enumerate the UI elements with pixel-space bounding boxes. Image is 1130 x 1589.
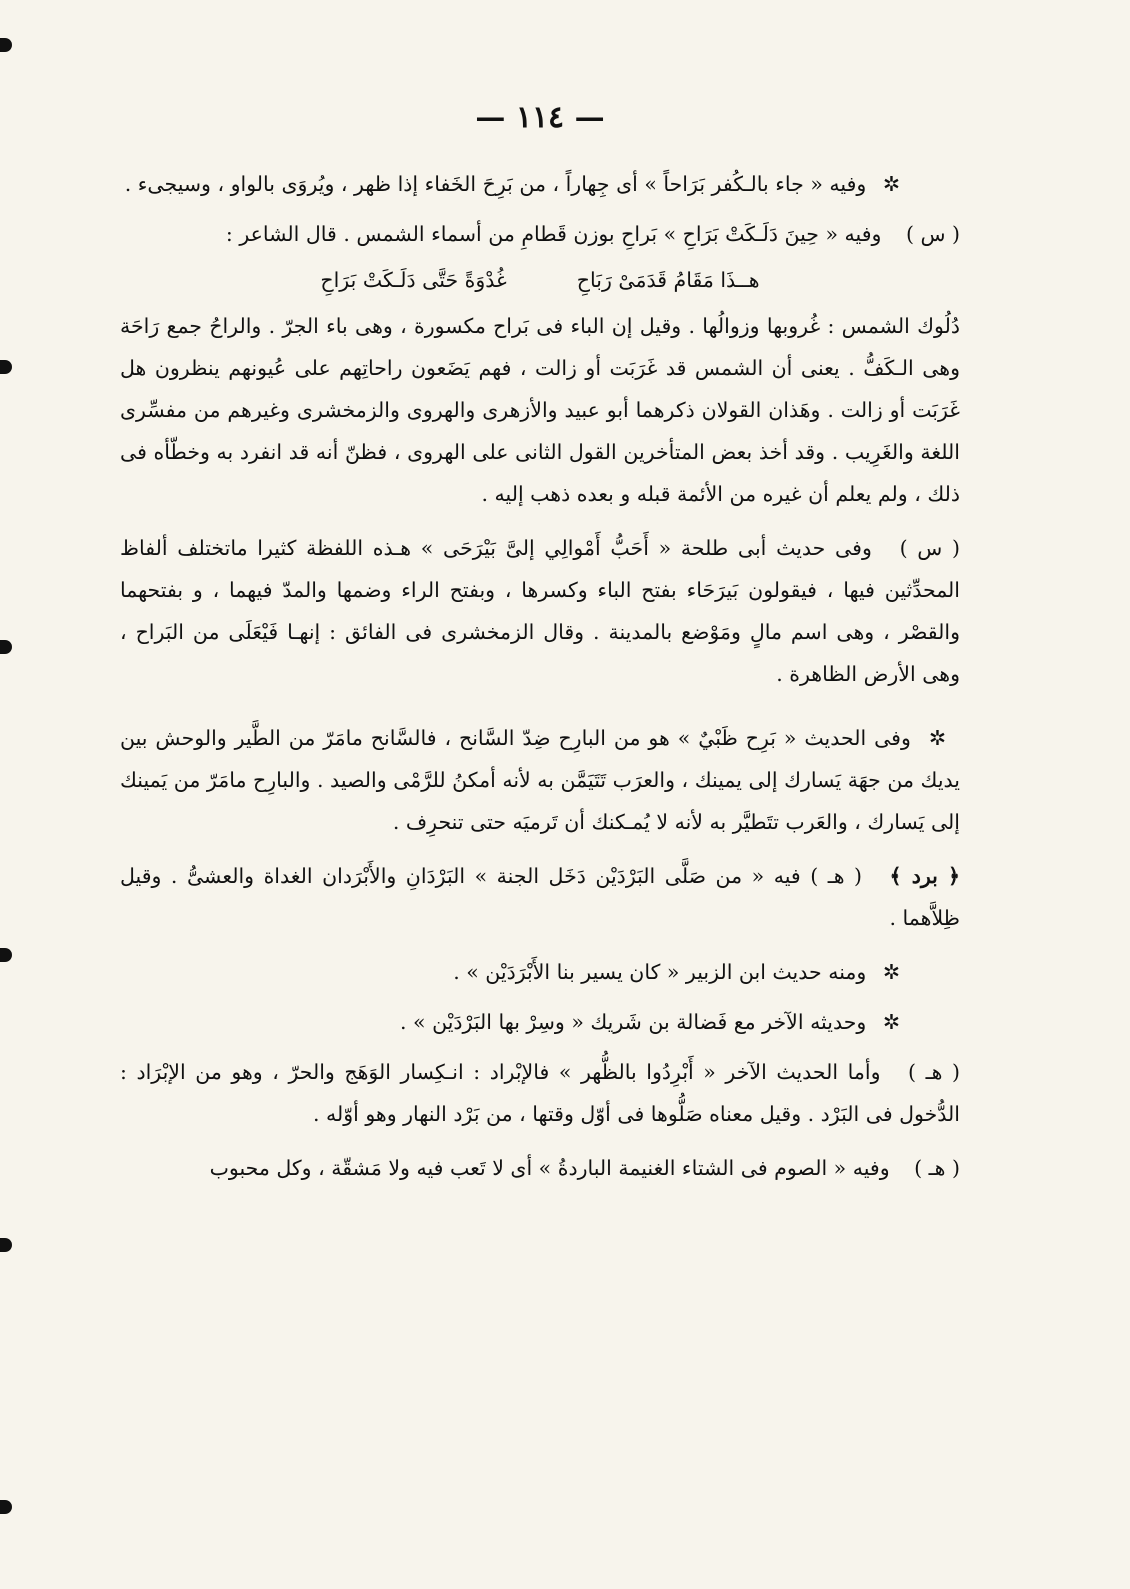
paragraph xyxy=(120,163,914,205)
poetry-verse xyxy=(120,259,960,301)
document-page xyxy=(120,100,960,1201)
source-tag: ( هـ ) xyxy=(908,1060,960,1084)
page-number: — ١١٤ — xyxy=(475,100,605,135)
star-marker: ✲ xyxy=(882,1010,900,1034)
paragraph-text: وفيه « الصوم فى الشتاء الغنيمة الباردةُ » أى لا تَعب فيه ولا مَشقّة ، وكل محبوب xyxy=(209,1156,890,1180)
paragraph-text: وفيه « جاء بالـكُفر بَرَاحاً » أى جِهاراً ، من بَرِحَ الخَفاء إذا ظهر ، ويُروَى بالواو ، وسيجىء . xyxy=(124,172,867,196)
verse-hemistich-2: غُدْوَةً حَتَّى دَلَـكَتْ بَرَاحِ xyxy=(320,268,507,292)
star-marker: ✲ xyxy=(928,726,946,750)
paragraph xyxy=(120,1001,914,1043)
scan-edge-mark xyxy=(0,640,12,654)
paragraph-text: وفى الحديث « بَرِح ظَبْيٌ » هو من البارِح ضِدّ السَّانح ، فالسَّانح مامَرّ من الطَّير والوحش بين يديك من جهَة يَسارك إلى يمينك ، والعرَب تَتَيَمَّن به لأنه أمكنُ للرَّمْى والصيد . والبارِح مامَرّ من يَمينك إلى يَسارك ، والعَرب تتَطيَّر به لأنه لا يُمـكنك أن تَرميَه حتى تنحرِف . xyxy=(120,726,960,834)
source-tag: ( س ) xyxy=(905,222,960,246)
source-tag: ( هـ ) xyxy=(914,1156,960,1180)
star-marker: ✲ xyxy=(882,172,900,196)
paragraph xyxy=(120,213,960,255)
scan-edge-mark xyxy=(0,360,12,374)
paragraph-text: ومنه حديث ابن الزبير « كان يسير بنا الأَبْرَدَيْن » . xyxy=(453,960,867,984)
paragraph-text: وفيه « حِينَ دَلَـكَتْ بَرَاحِ » بَراحِ بوزن قَطامِ من أسماء الشمس . قال الشاعر : xyxy=(225,222,882,246)
entry-heading: ﴿ برد ﴾ xyxy=(889,864,960,888)
paragraph-text: وحديثه الآخر مع فَضالة بن شَريك « وسِرْ بها البَرْدَيْن » . xyxy=(400,1010,867,1034)
paragraph-text: دُلُوك الشمس : غُروبها وزوالُها . وقيل إن الباء فى بَراح مكسورة ، وهى باء الجرّ . والراحُ جمع رَاحَة وهى الـكَفُّ . يعنى أن الشمس قد غَرَبَت أو زالت ، فهم يَضَعون راحاتِهم على عُيونهم ينظرون هل غَرَبَت أو زالت . وهَذان القولان ذكرهما أبو عبيد والأزهرى والهروى والزمخشرى وغيرهم من مفسِّرى اللغة والغَرِيب . وقد أخذ بعض المتأخرين القول الثانى على الهروى ، فظنّ أنه قد انفرد به وخطّأه فى ذلك ، ولم يعلم أن غيره من الأئمة قبله و بعده ذهب إليه . xyxy=(120,314,960,506)
scan-edge-mark xyxy=(0,1500,12,1514)
source-tag: ( س ) xyxy=(899,536,960,560)
paragraph xyxy=(120,1051,960,1135)
paragraph xyxy=(120,855,960,939)
paragraph xyxy=(120,527,960,695)
paragraph xyxy=(120,305,960,515)
paragraph xyxy=(120,1147,960,1189)
paragraph xyxy=(120,717,960,843)
scan-edge-mark xyxy=(0,948,12,962)
scan-edge-mark xyxy=(0,1238,12,1252)
paragraph xyxy=(120,951,914,993)
paragraph-text: ( هـ ) فيه « من صَلَّى البَرْدَيْن دَخَل الجنة » البَرْدَانِ والأَبْرَدان الغداة والعشىُّ . وقيل ظِلاَّهما . xyxy=(120,864,960,930)
verse-hemistich-1: هــذَا مَقَامُ قَدَمَىْ رَبَاحِ xyxy=(576,268,760,292)
paragraph-text: وفى حديث أبى طلحة « أَحَبُّ أَمْوالِي إلىَّ بَيْرَحَى » هـذه اللفظة كثيرا ماتختلف ألفاظ المحدِّثين فيها ، فيقولون بَيرَحَاء بفتح الباء وكسرها ، وبفتح الراء وضمها والمدّ فيهما ، و بفتحهما والقصْر ، وهى اسم مالٍ ومَوْضع بالمدينة . وقال الزمخشرى فى الفائق : إنهـا فَيْعَلَى من البَراح ، وهى الأرض الظاهرة . xyxy=(120,536,960,686)
scan-edge-mark xyxy=(0,38,12,52)
star-marker: ✲ xyxy=(882,960,900,984)
paragraph-text: وأما الحديث الآخر « أَبْرِدُوا بالظُّهر » فالإبْراد : انـكِسار الوَهَج والحرّ ، وهو من الإبْرَاد : الدُّخول فى البَرْد . وقيل معناه صَلُّوها فى أوّل وقتها ، من بَرْد النهار وهو أوّله . xyxy=(120,1060,960,1126)
